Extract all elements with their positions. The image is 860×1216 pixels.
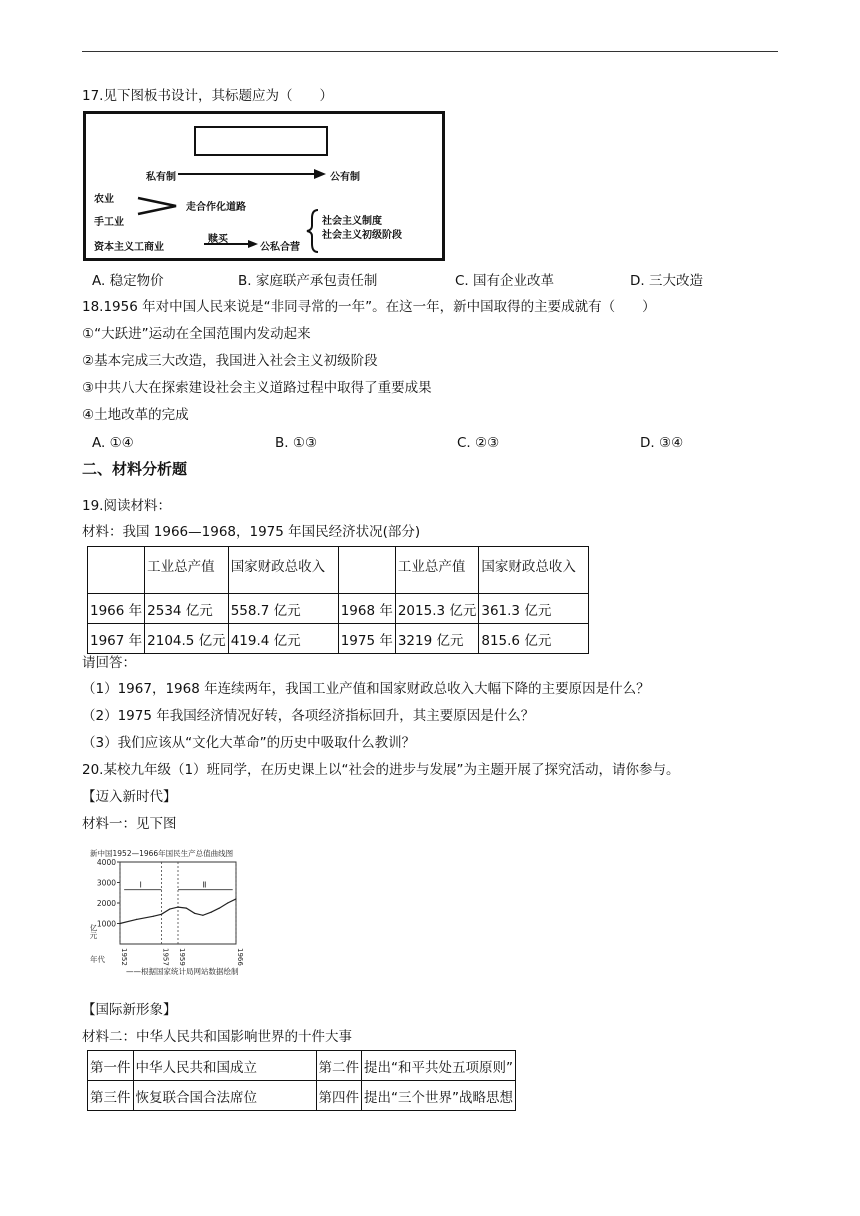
x-tick-label: 1966 xyxy=(236,948,244,966)
data-point xyxy=(219,908,220,909)
table-cell: 361.3 亿元 xyxy=(479,594,589,624)
table-row xyxy=(88,1051,516,1081)
board-jointventure: 公私合营 xyxy=(260,242,300,253)
board-redeem: 赎买 xyxy=(208,234,228,245)
table-row xyxy=(88,624,589,654)
table-cell: 第三件 xyxy=(88,1081,134,1111)
data-point xyxy=(153,916,154,917)
x-tick-label: 1952 xyxy=(120,948,128,966)
q18-stem: 18.1956 年对中国人民来说是“非同寻常的一年”。在这一年，新中国取得的主要成就有（ ） xyxy=(82,299,656,315)
table-cell: 3219 亿元 xyxy=(395,624,479,654)
data-point xyxy=(202,915,203,916)
data-point xyxy=(211,912,212,913)
board-private: 私有制 xyxy=(146,172,176,183)
table-header-cell: 工业总产值 xyxy=(145,547,229,594)
period-label: Ⅰ xyxy=(139,880,142,890)
period-label: Ⅱ xyxy=(202,880,207,890)
table-header-cell: 国家财政总收入 xyxy=(228,547,338,594)
table-header-cell xyxy=(338,547,395,594)
q17-option-c[interactable]: C. 国有企业改革 xyxy=(455,273,555,289)
events-table xyxy=(87,1050,516,1111)
board-sys2: 社会主义初级阶段 xyxy=(322,230,402,241)
table-cell: 1966 年 xyxy=(88,594,145,624)
q19-question-3: （3）我们应该从“文化大革命”的历史中吸取什么教训？ xyxy=(82,735,416,751)
y-tick-label: 2000 xyxy=(96,899,116,908)
y-tick-label: 3000 xyxy=(96,878,116,888)
q17-option-b[interactable]: B. 家庭联产承包责任制 xyxy=(238,273,378,289)
q19-stem: 19.阅读材料： xyxy=(82,498,171,514)
table-cell: 恢复联合国合法席位 xyxy=(133,1081,316,1111)
data-point xyxy=(227,902,228,903)
q18-item-3: ③中共八大在探索建设社会主义道路过程中取得了重要成果 xyxy=(82,380,432,396)
board-handicraft: 手工业 xyxy=(94,217,124,228)
data-point xyxy=(119,923,120,924)
board-public: 公有制 xyxy=(330,172,360,183)
section-heading: 二、材料分析题 xyxy=(82,460,188,478)
chart-xlabel: 年代 xyxy=(90,955,105,964)
header-rule xyxy=(82,51,778,52)
q18-item-2: ②基本完成三大改造，我国进入社会主义初级阶段 xyxy=(82,353,378,369)
q20-material2: 材料二：中华人民共和国影响世界的十件大事 xyxy=(82,1029,352,1045)
table-cell: 1968 年 xyxy=(338,594,395,624)
chart-ylabel: 亿元 xyxy=(89,924,98,939)
q20-material1: 材料一：见下图 xyxy=(82,816,177,832)
board-agri: 农业 xyxy=(94,194,114,205)
table-row xyxy=(88,594,589,624)
table-cell: 第四件 xyxy=(316,1081,362,1111)
board-sys1: 社会主义制度 xyxy=(322,216,382,227)
board-coop: 走合作化道路 xyxy=(186,202,246,213)
data-point xyxy=(235,898,236,899)
table-cell: 558.7 亿元 xyxy=(228,594,338,624)
data-point xyxy=(177,907,178,908)
q18-item-4: ④土地改革的完成 xyxy=(82,407,189,423)
table-cell: 1975 年 xyxy=(338,624,395,654)
table-cell: 第一件 xyxy=(88,1051,134,1081)
table-row xyxy=(88,1081,516,1111)
blackboard-diagram xyxy=(83,111,445,261)
q17-stem: 17.见下图板书设计，其标题应为（ ） xyxy=(82,88,333,104)
x-tick-label: 1957 xyxy=(161,948,170,966)
table-header-cell xyxy=(88,547,145,594)
q17-option-d[interactable]: D. 三大改造 xyxy=(630,273,703,289)
q18-item-1: ①“大跃进”运动在全国范围内发动起来 xyxy=(82,326,311,342)
data-point xyxy=(186,908,187,909)
table-cell: 提出“和平共处五项原则” xyxy=(362,1051,516,1081)
table-cell: 第二件 xyxy=(316,1051,362,1081)
data-point xyxy=(169,909,170,910)
y-tick-label: 4000 xyxy=(96,858,116,867)
y-tick-label: 1000 xyxy=(96,919,116,929)
chart-title: 新中国1952—1966年国民生产总值曲线图 xyxy=(90,849,234,858)
table-cell: 815.6 亿元 xyxy=(479,624,589,654)
economy-table xyxy=(87,546,589,654)
table-cell: 419.4 亿元 xyxy=(228,624,338,654)
q18-option-d[interactable]: D. ③④ xyxy=(640,435,684,451)
q20-sub2: 【国际新形象】 xyxy=(82,1002,177,1018)
data-point xyxy=(136,919,137,920)
table-header-cell: 工业总产值 xyxy=(395,547,479,594)
q19-material: 材料：我国 1966—1968，1975 年国民经济状况(部分) xyxy=(82,524,421,540)
table-header-cell: 国家财政总收入 xyxy=(479,547,589,594)
q20-stem: 20.某校九年级（1）班同学，在历史课上以“社会的进步与发展”为主题开展了探究活动，请你参与。 xyxy=(82,762,680,778)
table-cell: 2104.5 亿元 xyxy=(145,624,229,654)
chart-source: ——根据国家统计局网站数据绘制 xyxy=(126,967,239,976)
data-point xyxy=(194,913,195,914)
q19-question-1: （1）1967，1968 年连续两年，我国工业产值和国家财政总收入大幅下降的主要原因是什么？ xyxy=(82,681,650,697)
x-tick-label: 1959 xyxy=(178,948,186,966)
q18-option-a[interactable]: A. ①④ xyxy=(92,435,134,451)
table-cell: 2015.3 亿元 xyxy=(395,594,479,624)
board-capital: 资本主义工商业 xyxy=(94,242,164,253)
table-cell: 提出“三个世界”战略思想 xyxy=(362,1081,516,1111)
table-cell: 中华人民共和国成立 xyxy=(133,1051,316,1081)
table-cell: 2534 亿元 xyxy=(145,594,229,624)
q20-sub1: 【迈入新时代】 xyxy=(82,789,177,805)
data-point xyxy=(161,914,162,915)
table-header-row xyxy=(88,547,589,594)
table-cell: 1967 年 xyxy=(88,624,145,654)
q19-question-2: （2）1975 年我国经济情况好转，各项经济指标回升，其主要原因是什么？ xyxy=(82,708,535,724)
q19-ask: 请回答： xyxy=(82,655,136,671)
q18-option-b[interactable]: B. ①③ xyxy=(275,435,318,451)
chart-plot xyxy=(86,846,261,976)
q17-option-a[interactable]: A. 稳定物价 xyxy=(92,273,164,289)
gnp-line-chart xyxy=(86,846,261,976)
q18-option-c[interactable]: C. ②③ xyxy=(457,435,500,451)
